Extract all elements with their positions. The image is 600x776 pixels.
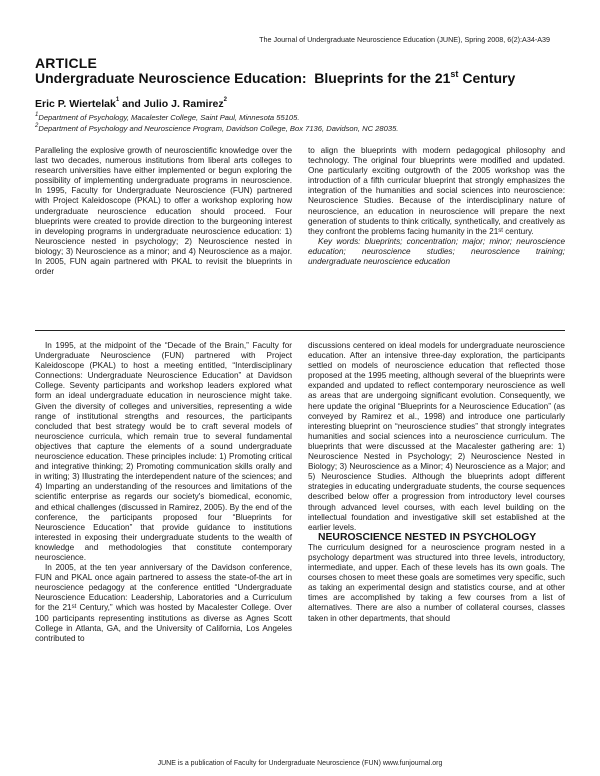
author-list: Eric P. Wiertelak$^1$ and Julio J. Ramirez$^2$ <box>35 97 227 110</box>
title-superscript: st <box>450 69 459 79</box>
abstract-left-column <box>35 146 292 277</box>
abstract-right-column <box>308 146 565 267</box>
body-paragraph: The curriculum designed for a neuroscience program nested in a psychology department was structured into three levels, introductory, intermediate, and upper. Each of these levels has its own goals. The courses chosen to meet these goals are sometimes very specific, such as taking an experimental design and statistics course, and at other times are accomplished by taking a few courses from a list of alternatives. There are also a number of collateral courses, classes taken in other departments, that should <box>308 542 565 623</box>
abstract-text-left: Paralleling the explosive growth of neuroscientific knowledge over the last two decades, numerous institutions from liberal arts colleges to research universities have either implemented or begun exploring the possibility of implementing undergraduate programs in neuroscience. In 1995, Faculty for Undergraduate Neuroscience (FUN) partnered with Project Kaleidoscope (PKAL) to offer a workshop exploring how undergraduate neuroscience education should proceed. Four blueprints were created to provide direction to the burgeoning interest in developing programs in undergraduate neuroscience education: 1) Neuroscience nested in psychology; 2) Neuroscience nested in biology; 3) Neuroscience as a minor; and 4) Neuroscience as a major. In 2005, FUN again partnered with PKAL to revisit the blueprints in order <box>35 146 292 277</box>
abstract-text-right: to align the blueprints with modern pedagogical philosophy and technology. The original four blueprints were modified and updated. One particularly exciting outgrowth of the 2005 workshop was the introduction of a fifth curricular blueprint that strongly emphasizes the integration of the humanities and social sciences into neuroscience: Neuroscience Studies. Because of the interdisciplinary nature of neuroscience, an education in neuroscience will prepare the next generation of students to think critically, synthetically, and creatively as they confront the problems facing humanity in the 21st century. <box>308 146 565 236</box>
author-1: Eric P. Wiertelak <box>35 98 116 110</box>
journal-header: The Journal of Undergraduate Neuroscience Education (JUNE), Spring 2008, 6(2):A34-A39 <box>259 35 550 44</box>
page-footer: JUNE is a publication of Faculty for Undergraduate Neuroscience (FUN) www.funjournal.org <box>157 760 443 767</box>
body-paragraph: In 2005, at the ten year anniversary of the Davidson conference, FUN and PKAL once again partnered to assess the state-of-the art in neuroscience pedagogy at the conference entitled “Undergraduate Neuroscience Education: Leadership, Laboratories and a Curriculum for the 21st Century,” which was hosted by Macalester College. Over 100 participants representing institutions as diverse as Agnes Scott College in Atlanta, GA, and the University of California, Los Angeles contributed to <box>35 563 292 643</box>
body-left-column <box>35 341 292 644</box>
article-title: Undergraduate Neuroscience Education: Blueprints for the 21st Century <box>35 69 516 86</box>
body-paragraph: In 1995, at the midpoint of the “Decade of the Brain,” Faculty for Undergraduate Neuroscience (FUN) partnered with Project Kaleidoscope (PKAL) to host a meeting entitled, “Interdisciplinary Connections: Undergraduate Neuroscience Education” at Davidson College. Seventy participants and workshop leaders explored what form an ideal undergraduate education in neuroscience might take. Given the diversity of colleges and universities, representing a wide range of institutional strengths and resources, the participants concluded that best strategy would be to craft several models of neuroscience curricula, which remain true to several fundamental objectives that capture the elements of a sound undergraduate neuroscience education. These principles include: 1) Promoting critical and integrative thinking; 2) Promoting communication skills orally and in writing; 3) Illustrating the interdependent nature of the sciences; and 4) Imparting an understanding of the resources and limitations of the scientific enterprise as regards our society's biomedical, economic, and ethical challenges (discussed in Ramirez, 2005). By the end of the conference, the participants proposed four “Blueprints for Neuroscience Education” that provide guidance to institutions interested in exposing their undergraduate students to the wealth of knowledge and methodologies that constitute contemporary neuroscience. <box>35 341 292 562</box>
body-right-column <box>308 341 565 624</box>
affiliation-1: $^1$Department of Psychology, Macalester College, Saint Paul, Minnesota 55105. <box>35 112 300 122</box>
author-2: Julio J. Ramirez <box>143 98 224 110</box>
article-title-text: Undergraduate Neuroscience Education: Blueprints for the 21 <box>35 70 451 86</box>
section-divider <box>35 330 565 331</box>
section-heading: NEUROSCIENCE NESTED IN PSYCHOLOGY <box>318 531 537 543</box>
keywords: Key words: blueprints; concentration; major; minor; neuroscience education; neuroscience studies; neuroscience training; undergraduate neuroscience education <box>308 236 565 267</box>
body-paragraph: discussions centered on ideal models for undergraduate neuroscience education. After an intensive three-day exploration, the participants settled on models of neuroscience education that reflected those proposed at the 1995 meeting, although several of the blueprints were expanded and updated to reflect contemporary neuroscience as well as areas that are undergoing significant evolution. Consequently, we here update the original “Blueprints for a Neuroscience Education” (as conveyed by Ramirez et al., 1998) and introduce one particularly interesting blueprint on “neuroscience studies” that strongly integrates humanities and social sciences into a neuroscience curriculum. The blueprints that were discussed at the Macalester gathering are: 1) Neuroscience Nested in Psychology; 2) Neuroscience Nested in Biology; 3) Neuroscience as a Minor; 4) Neuroscience as a Major; and 5) Neuroscience Studies. Although the blueprints adopt different strategies in educating undergraduate students, the course sequences described below offer a progression from introductory level courses through advanced level courses, with each level building on the intellectual foundation and investigative skill set established at the earlier levels. <box>308 341 565 532</box>
article-kicker: ARTICLE <box>35 55 98 71</box>
affiliation-2: $^2$Department of Psychology and Neuroscience Program, Davidson College, Box 7136, Davidson, NC 28035. <box>35 123 399 133</box>
